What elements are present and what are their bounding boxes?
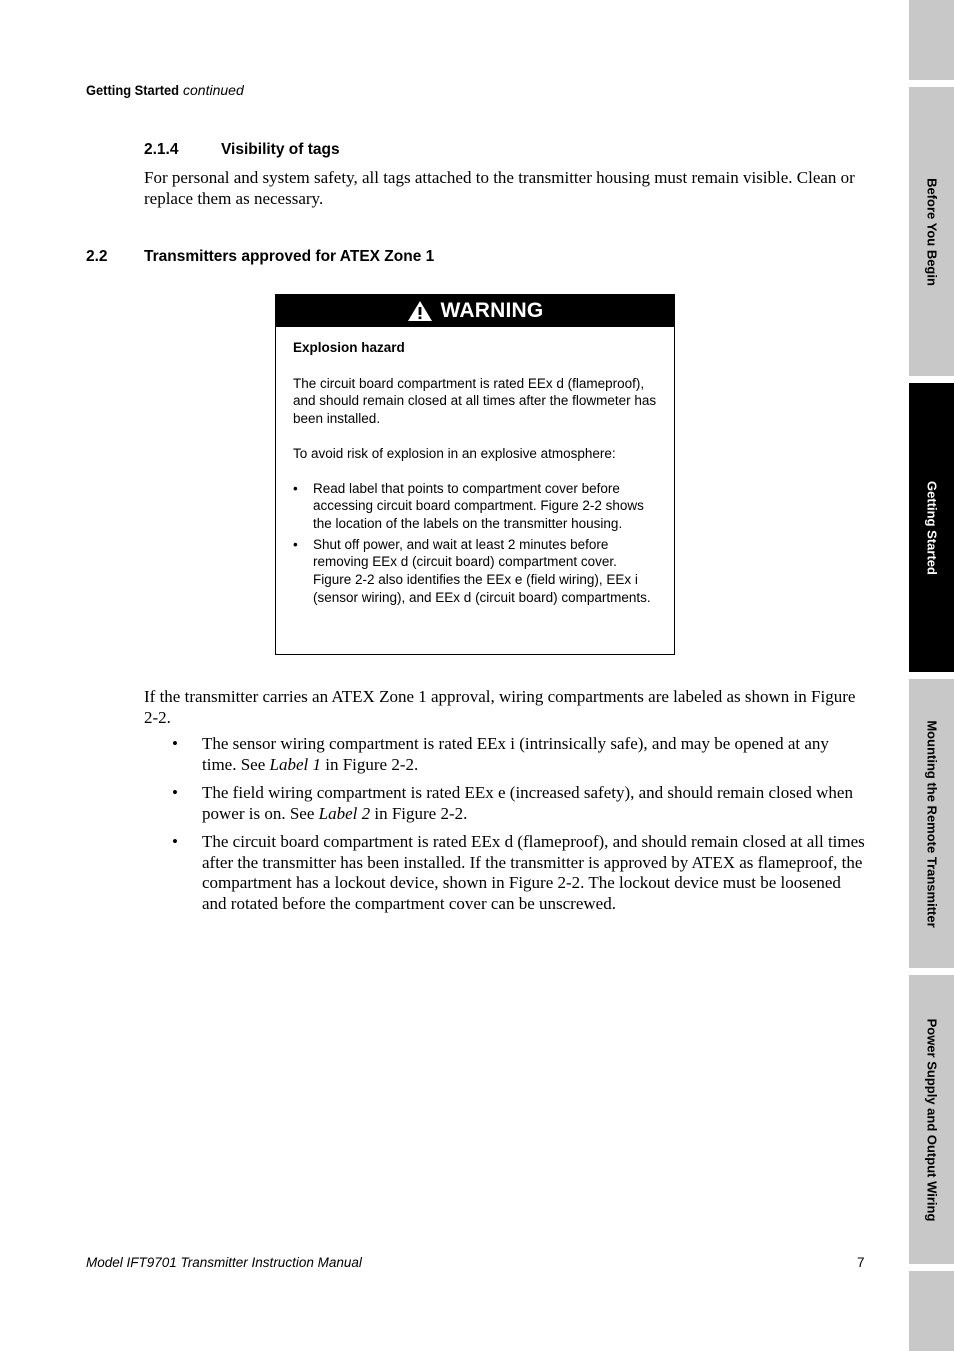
warning-paragraph: The circuit board compartment is rated EEx d (flameproof), and should remain closed at all times after the flowmeter has been installed. [293,375,657,427]
list-item [172,734,866,775]
header-section: Getting Started [86,82,180,98]
side-tab-power-supply[interactable] [909,975,954,1264]
bullet: • [172,734,178,753]
list-text: The sensor wiring compartment is rated EEx i (intrinsically safe), and may be opened at any time. See [202,734,829,774]
list-text: The field wiring compartment is rated EEx e (increased safety), and should remain closed when power is on. See [202,783,853,823]
side-tab-label: Before You Begin [924,177,939,286]
warning-triangle-icon [407,300,433,322]
side-tab-label: Getting Started [924,480,939,575]
bullet: • [172,832,178,851]
warning-list-text: Shut off power, and wait at least 2 minutes before removing EEx d (circuit board) compartment cover. Figure 2-2 also identifies the EEx e (field wiring), EEx i (sensor wiring), and EEx d (circuit board) compartments. [313,536,651,605]
footer-manual-title: Model IFT9701 Transmitter Instruction Manual [86,1255,362,1270]
visibility-paragraph: For personal and system safety, all tags attached to the transmitter housing must remain visible. Clean or replace them as necessary. [144,168,855,208]
header-continued: continued [183,82,244,98]
warning-list-item [293,480,658,533]
page-number: 7 [857,1255,865,1270]
side-tab-label: Mounting the Remote Transmitter [924,719,939,928]
warning-box [275,294,675,655]
list-item [172,783,866,824]
warning-list [293,480,658,607]
warning-paragraph: To avoid risk of explosion in an explosive atmosphere: [293,445,616,461]
list-text: The circuit board compartment is rated EEx d (flameproof), and should remain closed at all times after the transmitter has been installed. If the transmitter is approved by ATEX as flameproof, the compartment has a lockout device, shown in Figure 2-2. The lockout device must be loosened and rotated before the compartment cover can be unscrewed. [202,832,865,913]
list-text: in Figure 2-2. [321,754,419,774]
warning-title: WARNING [440,299,544,322]
compartment-list [172,734,866,922]
section-heading-2-1-4 [144,141,340,159]
side-tab-getting-started[interactable] [909,383,954,672]
label-reference: Label 1 [269,754,321,774]
section-number: 2.2 [86,248,108,265]
section-heading-2-2 [86,248,434,266]
side-tab-blank [909,1271,954,1351]
label-reference: Label 2 [318,803,371,823]
bullet: • [172,783,178,802]
side-tab-blank [909,0,954,80]
section-title: Visibility of tags [221,141,340,158]
side-tab-mounting[interactable] [909,679,954,968]
bullet: • [293,536,298,552]
warning-list-text: Read label that points to compartment cover before accessing circuit board compartment. Figure 2-2 shows the location of the labels on the transmitter housing. [313,480,644,531]
warning-list-item [293,536,658,607]
side-tab-label: Power Supply and Output Wiring [924,1018,939,1221]
bullet: • [293,480,298,496]
warning-body [276,327,674,606]
warning-subtitle: Explosion hazard [293,340,405,355]
warning-header [276,295,674,327]
list-item [172,832,866,914]
side-tab-before-you-begin[interactable] [909,87,954,376]
running-header [86,82,244,98]
section-number: 2.1.4 [144,141,179,158]
atex-intro-paragraph: If the transmitter carries an ATEX Zone 1 approval, wiring compartments are labeled as shown in Figure 2-2. [144,687,856,727]
section-title: Transmitters approved for ATEX Zone 1 [144,248,435,265]
list-text: in Figure 2-2. [370,803,468,823]
